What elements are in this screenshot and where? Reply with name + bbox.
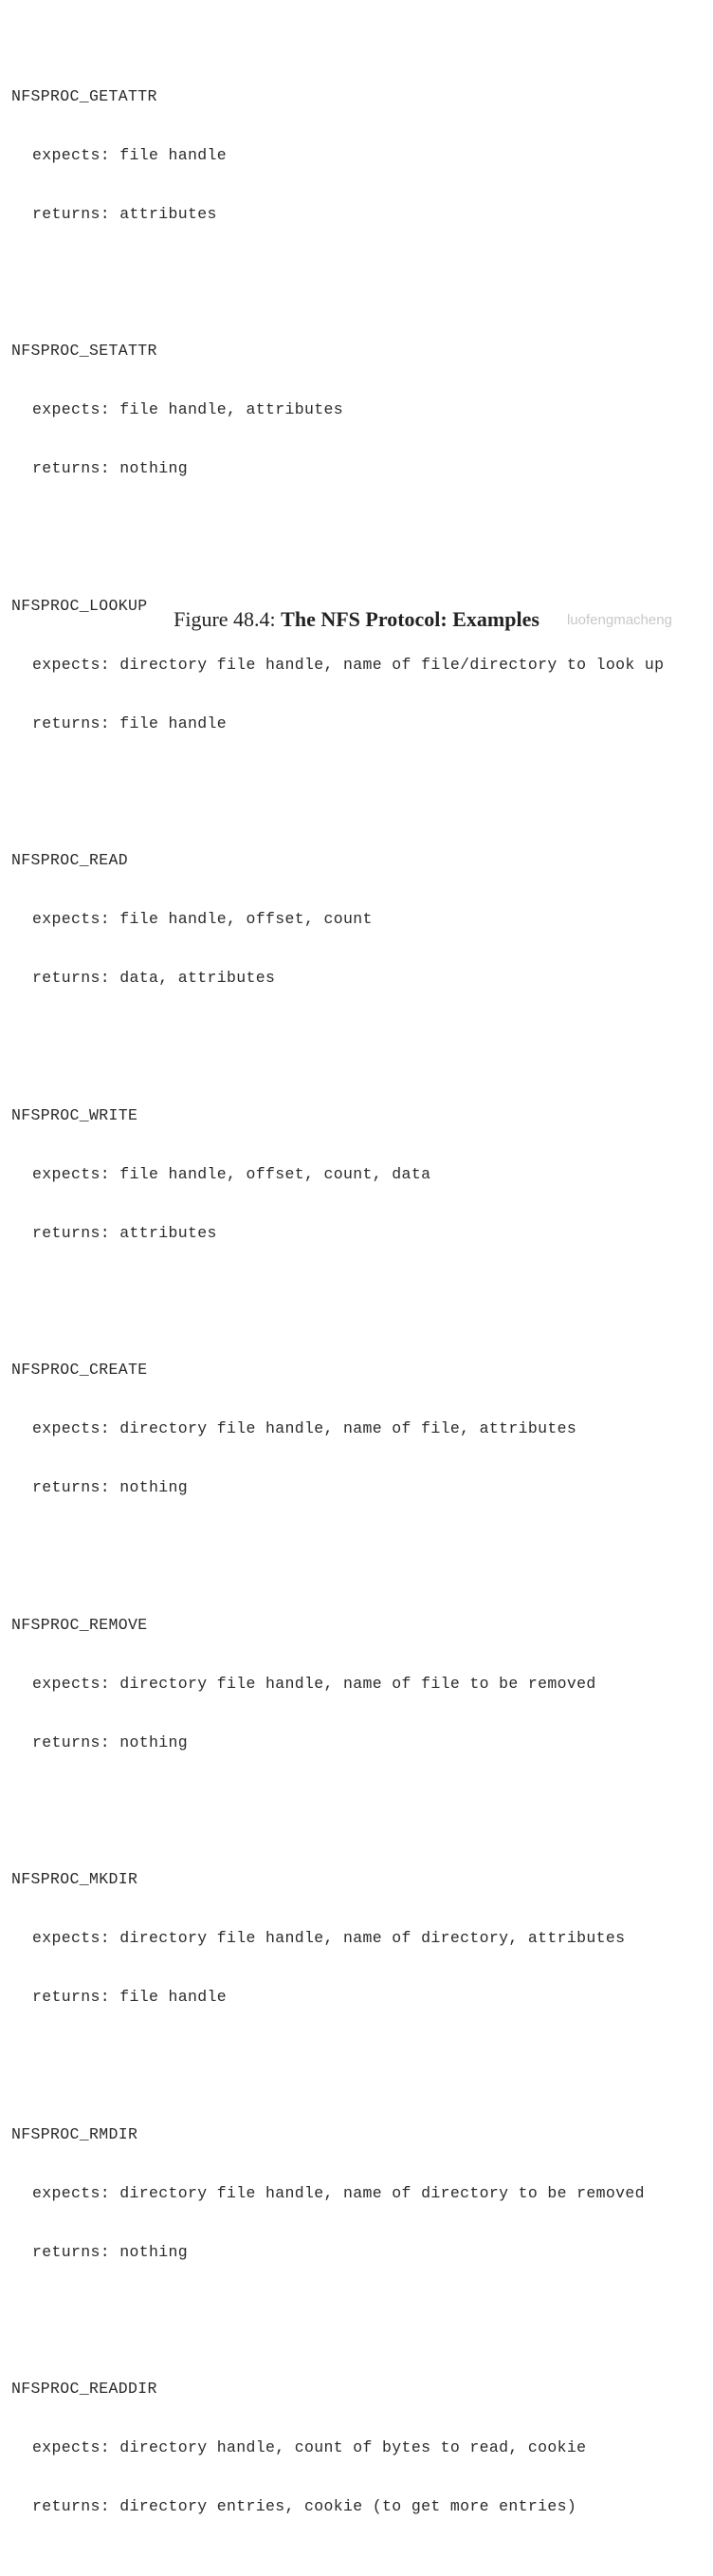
procedure-name: NFSPROC_RMDIR <box>11 2124 138 2143</box>
procedure-create <box>11 1322 664 1537</box>
procedure-expects: expects: file handle <box>32 145 228 164</box>
procedure-remove <box>11 1577 664 1792</box>
procedure-setattr <box>11 303 664 518</box>
figure-title: The NFS Protocol: Examples <box>281 607 539 631</box>
procedure-name: NFSPROC_CREATE <box>11 1361 148 1380</box>
nfs-procedure-listing <box>11 9 664 2576</box>
procedure-readdir <box>11 2341 664 2556</box>
procedure-returns: returns: directory entries, cookie (to get more entries) <box>32 2497 577 2516</box>
procedure-returns: returns: nothing <box>32 459 189 478</box>
procedure-returns: returns: nothing <box>32 1733 189 1751</box>
procedure-name: NFSPROC_LOOKUP <box>11 596 148 615</box>
procedure-mkdir <box>11 1831 664 2047</box>
procedure-returns: returns: nothing <box>32 1478 189 1497</box>
procedure-name: NFSPROC_SETATTR <box>11 342 157 361</box>
procedure-returns: returns: nothing <box>32 2242 189 2261</box>
procedure-expects: expects: directory file handle, name of file/directory to look up <box>32 655 665 674</box>
procedure-returns: returns: file handle <box>32 713 228 732</box>
procedure-rmdir <box>11 2086 664 2302</box>
procedure-expects: expects: file handle, offset, count <box>32 910 373 929</box>
figure-number: Figure 48.4: <box>174 607 276 631</box>
procedure-returns: returns: data, attributes <box>32 969 276 988</box>
procedure-write <box>11 1066 664 1282</box>
procedure-name: NFSPROC_READDIR <box>11 2380 157 2399</box>
procedure-expects: expects: file handle, offset, count, data <box>32 1164 431 1183</box>
procedure-returns: returns: attributes <box>32 204 217 223</box>
procedure-lookup <box>11 557 664 772</box>
procedure-expects: expects: file handle, attributes <box>32 400 344 419</box>
procedure-returns: returns: file handle <box>32 1988 228 2007</box>
watermark: luofengmacheng <box>567 612 672 628</box>
procedure-name: NFSPROC_READ <box>11 851 129 870</box>
procedure-expects: expects: directory handle, count of bytes to read, cookie <box>32 2438 587 2457</box>
procedure-getattr <box>11 47 664 263</box>
procedure-expects: expects: directory file handle, name of file to be removed <box>32 1674 596 1693</box>
procedure-name: NFSPROC_REMOVE <box>11 1615 148 1634</box>
procedure-returns: returns: attributes <box>32 1223 217 1242</box>
procedure-read <box>11 812 664 1028</box>
procedure-expects: expects: directory file handle, name of file, attributes <box>32 1419 577 1438</box>
procedure-expects: expects: directory file handle, name of directory, attributes <box>32 1929 626 1948</box>
procedure-name: NFSPROC_WRITE <box>11 1105 138 1124</box>
procedure-name: NFSPROC_MKDIR <box>11 1870 138 1889</box>
procedure-expects: expects: directory file handle, name of directory to be removed <box>32 2183 645 2202</box>
procedure-name: NFSPROC_GETATTR <box>11 86 157 105</box>
